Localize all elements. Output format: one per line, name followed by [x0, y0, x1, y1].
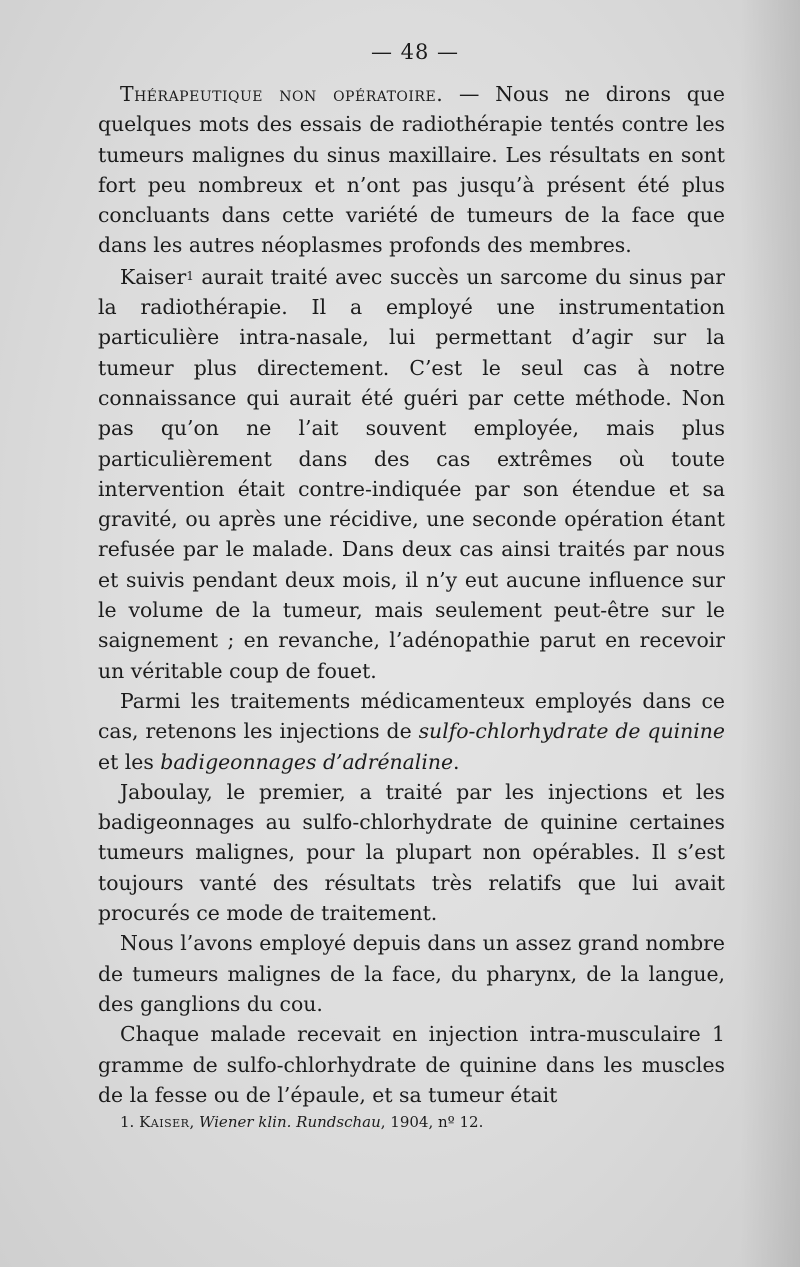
- paragraph-4: Jaboulay, le premier, a traité par les injections et les badigeonnages au sulfo-chlorhydrate de quinine certaines tumeurs malignes, pour la plupart non opérables. Il s’est toujours vanté des résultats très relatifs que lui avait procurés ce mode de traitement.: [98, 779, 725, 926]
- author-name: Kaiser: [120, 264, 187, 289]
- paragraph-3-text-c: .: [453, 749, 460, 774]
- paragraph-1-text: — Nous ne dirons que quelques mots des essais de radiothérapie tentés contre les tumeurs malignes du sinus maxillaire. Les résultats en sont fort peu nombreux et n’ont pas jusqu’à présent été plus concluants dans cette variété de tumeurs de la face que dans les autres néoplasmes profonds des membres.: [98, 82, 725, 258]
- paragraph-6: Chaque malade recevait en injection intra-musculaire 1 gramme de sulfo-chlorhydrate de quinine dans les muscles de la fesse ou de l’épaule, et sa tumeur était: [98, 1022, 725, 1107]
- paragraph-2: [98, 261, 725, 686]
- body-text: [98, 79, 725, 1110]
- footnote-journal: Wiener klin. Rundschau: [198, 1113, 381, 1131]
- footnote-number: 1.: [120, 1113, 135, 1131]
- paragraph-3-text-b: et les: [98, 749, 161, 774]
- italic-term-quinine: sulfo-chlorhydrate de quinine: [418, 719, 725, 744]
- paragraph-5: Nous l’avons employé depuis dans un assez grand nombre de tumeurs malignes de la face, du pharynx, de la langue, des ganglions du cou.: [98, 931, 725, 1016]
- page-number: — 48 —: [370, 40, 460, 64]
- section-heading: Thérapeutique non opératoire.: [120, 82, 444, 106]
- paragraph-1: [98, 79, 725, 261]
- footnote: 1. Kaiser, Wiener klin. Rundschau, 1904, nº 12.: [120, 1113, 484, 1131]
- paragraph-3-text-a: Parmi les traitements médicamenteux employés dans ce cas, retenons les injections de: [98, 688, 725, 744]
- paragraph-2-text: aurait traité avec succès un sarcome du sinus par la radiothérapie. Il a employé une instrumentation particulière intra-nasale, lui permettant d’agir sur la tumeur plus directement. C’est le seul cas à notre connaissance qui aurait été guéri par cette méthode. Non pas qu’on ne l’ait souvent employée, mais plus particulièrement dans des cas extrêmes où toute intervention était contre-indiquée par son étendue et sa gravité, ou après une récidive, une seconde opération étant refusée par le malade. Dans deux cas ainsi traités par nous et suivis pendant deux mois, il n’y eut aucune influence sur le volume de la tumeur, mais seulement peut-être sur le saignement ; en revanche, l’adénopathie parut en recevoir un véritable coup de fouet.: [98, 264, 725, 683]
- footnote-reference: 1: [186, 268, 194, 283]
- footnote-details: , 1904, nº 12.: [380, 1113, 484, 1131]
- italic-term-adrenaline: badigeonnages d’adrénaline: [160, 749, 454, 774]
- footnote-author: Kaiser: [139, 1113, 190, 1131]
- paragraph-3: [98, 686, 725, 777]
- page-edge-shadow: [740, 0, 800, 1267]
